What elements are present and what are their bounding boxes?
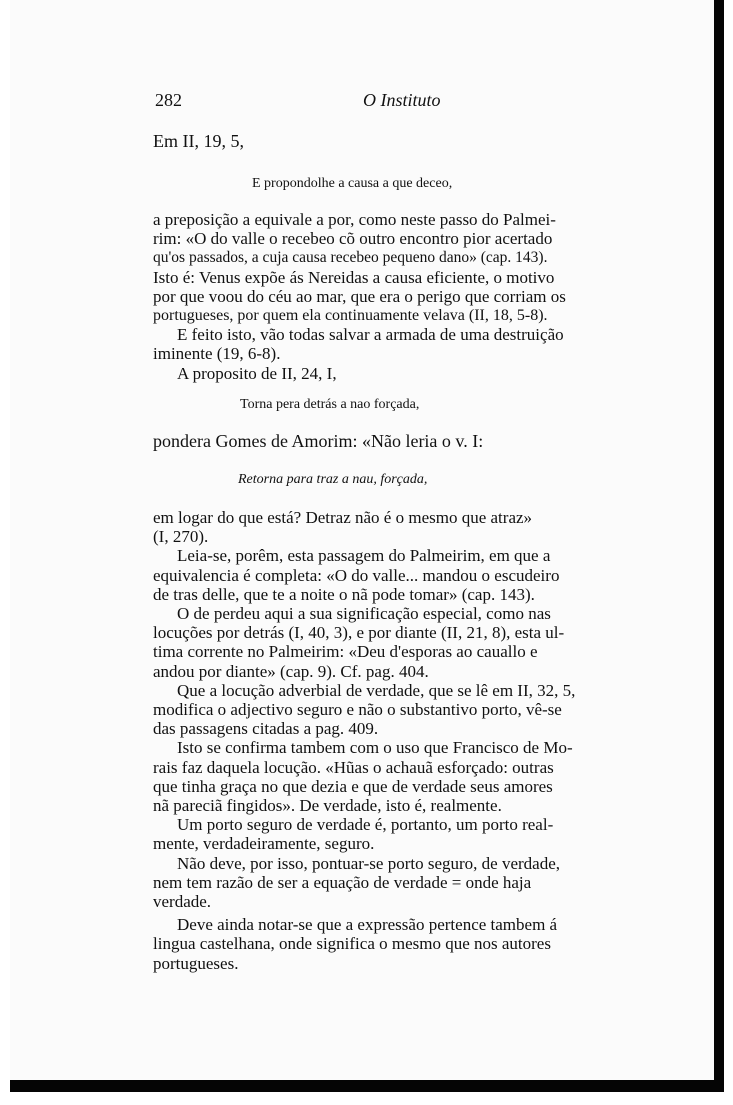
text-line: equivalencia é completa: «O do valle... mandou o escudeiro [153,565,560,585]
text-line: Isto se confirma tambem com o uso que Francisco de Mo- [177,738,573,758]
text-line: por que voou do céu ao mar, que era o perigo que corriam os [153,286,566,306]
journal-title: O Instituto [363,90,441,110]
text-line: nã pareciã fingidos». De verdade, isto é, realmente. [153,796,502,816]
text-line: Deve ainda notar-se que a expressão pertence tambem á [177,915,558,935]
text-line: que tinha graça no que dezia e que de verdade seus amores [153,776,553,796]
quote-line-1: E propondolhe a causa a que deceo, [252,176,453,191]
quote-line-2: Torna pera detrás a nao forçada, [240,397,420,412]
text-line: Leia-se, porêm, esta passagem do Palmeirim, em que a [177,546,551,566]
reference-line: Em II, 19, 5, [153,131,244,151]
text-line: verdade. [153,892,212,912]
text-line: E feito isto, vão todas salvar a armada de uma destruição [177,325,564,345]
text-line: modifica o adjectivo seguro e não o substantivo porto, vê-se [153,700,562,720]
text-line: Não deve, por isso, pontuar-se porto seguro, de verdade, [177,853,560,873]
text-line: locuções por detrás (I, 40, 3), e por diante (II, 21, 8), esta ul- [153,623,565,643]
text-line: (I, 270). [153,527,209,547]
text-line: mente, verdadeiramente, seguro. [153,834,375,854]
page-number: 282 [155,90,182,110]
text-line: portugueses, por quem ela continuamente velava (II, 18, 5-8). [153,307,548,325]
text-line: rim: «O do valle o recebeo cõ outro encontro pior acertado [153,229,553,249]
book-page [10,0,724,1092]
text-line: em logar do que está? Detraz não é o mesmo que atraz» [153,508,533,527]
text-line: a preposição a equivale a por, como neste passo do Palmei- [153,210,556,229]
text-line: lingua castelhana, onde significa o mesmo que nos autores [153,934,551,954]
text-line: Que a locução adverbial de verdade, que se lê em II, 32, 5, [177,680,576,700]
text-line: de tras delle, que te a noite o nã pode tomar» (cap. 143). [153,584,535,604]
paragraph-2 [153,508,635,973]
paragraph-1 [153,210,635,383]
text-line: O de perdeu aqui a sua significação especial, como nas [177,604,551,624]
text-line: andou por diante» (cap. 9). Cf. pag. 404. [153,661,429,681]
text-line: portugueses. [153,953,239,973]
text-line: A proposito de II, 24, I, [177,363,337,383]
text-line: Um porto seguro de verdade é, portanto, um porto real- [177,815,554,835]
text-line: das passagens citadas a pag. 409. [153,719,379,739]
text-line: Isto é: Venus expõe ás Nereidas a causa eficiente, o motivo [153,267,555,287]
text-line: iminente (19, 6-8). [153,344,281,364]
text-line: nem tem razão de ser a equação de verdade = onde haja [153,872,532,892]
text-line: tima corrente no Palmeirim: «Deu d'esporas ao cauallo e [153,642,538,662]
quote-line-3: Retorna para traz a nau, forçada, [238,472,428,487]
text-line: qu'os passados, a cuja causa recebeo pequeno dano» (cap. 143). [153,249,548,267]
amorim-line: pondera Gomes de Amorim: «Não leria o v. I: [153,431,484,451]
text-line: rais faz daquela locução. «Hũas o achauã esforçado: outras [153,757,554,777]
